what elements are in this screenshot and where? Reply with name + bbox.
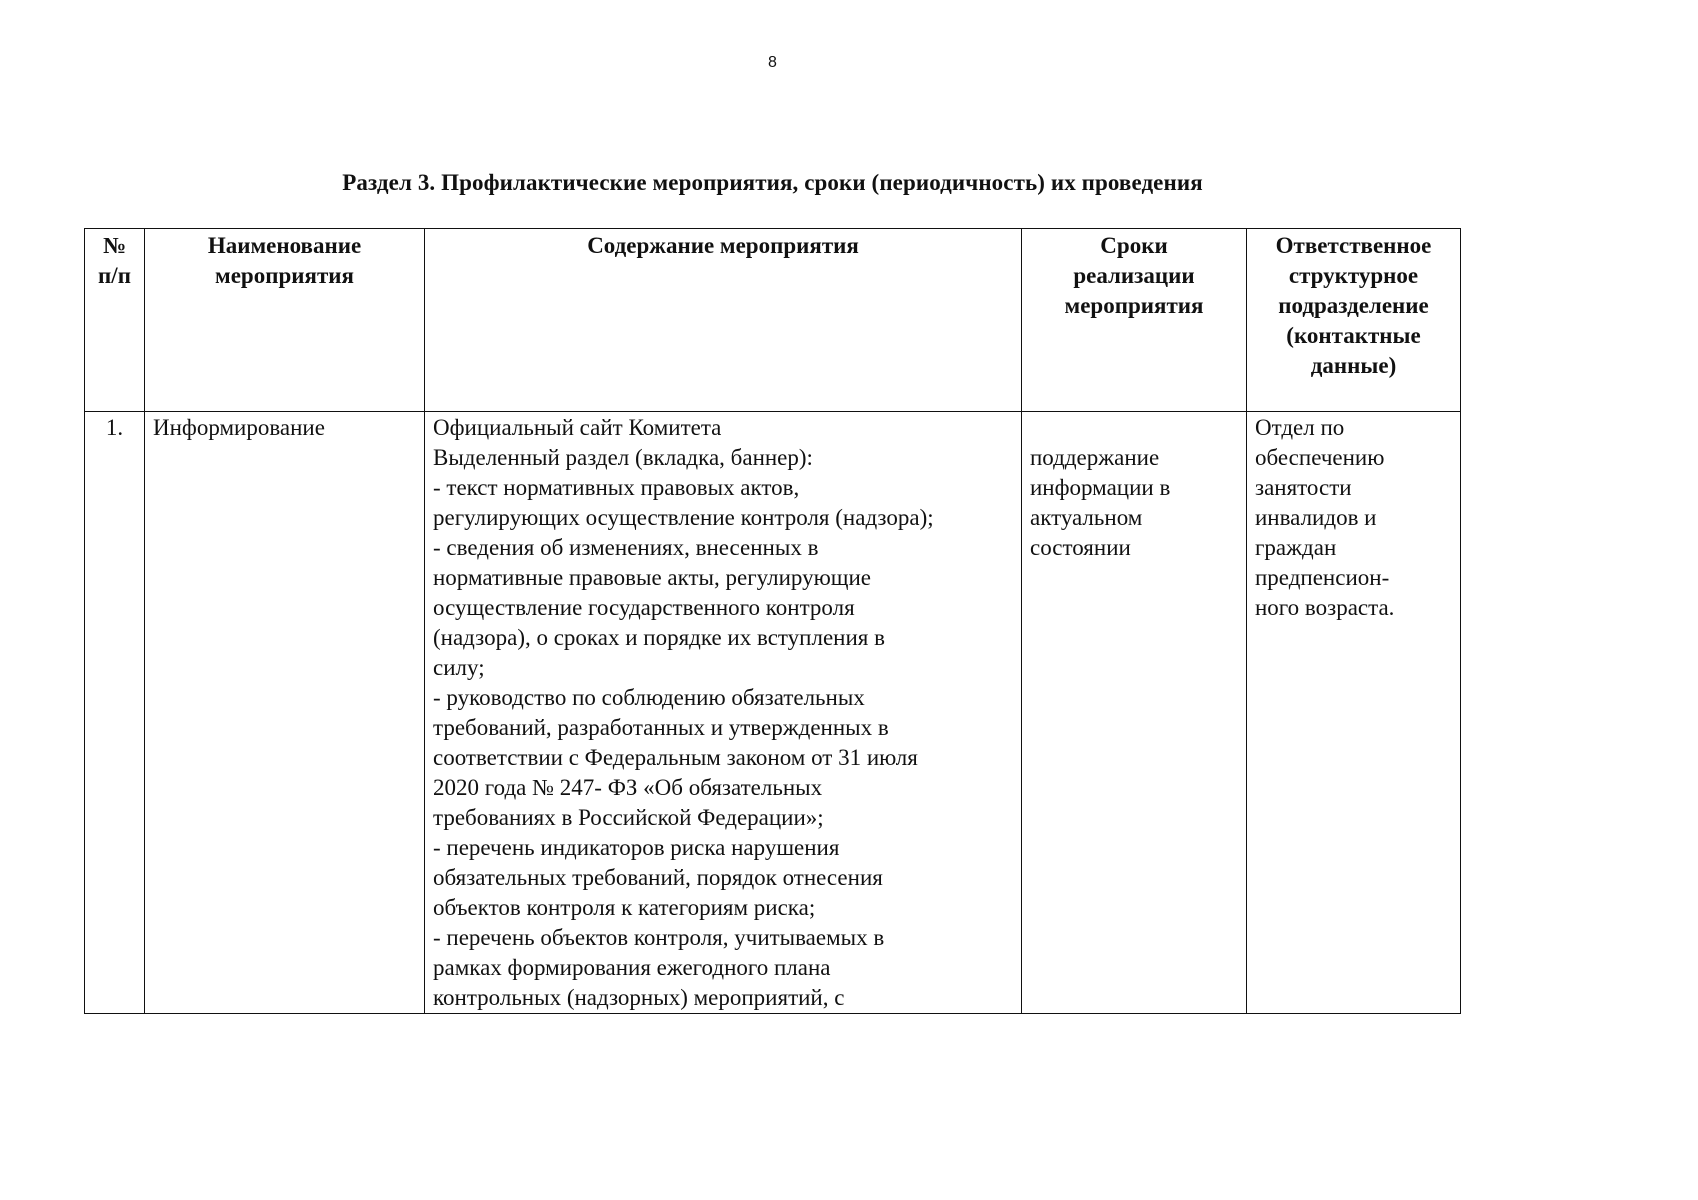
header-terms [1022,229,1247,412]
header-text: Ответственное [1275,233,1432,258]
content-line: требованиях в Российской Федерации»; [433,805,824,830]
content-line: - перечень индикаторов риска нарушения [433,835,840,860]
content-line: - перечень объектов контроля, учитываемых в [433,925,885,950]
cell-name [145,412,425,1014]
table-header-row [85,229,1461,412]
content-line: Выделенный раздел (вкладка, баннер): [433,445,813,470]
content-line: регулирующих осуществление контроля (надзора); [433,505,934,530]
header-text: данные) [1310,353,1397,378]
header-text: Наименование [207,233,362,258]
cell-content [425,412,1022,1014]
header-text: п/п [98,263,131,288]
content-line: рамках формирования ежегодного плана [433,955,831,980]
terms-line: актуальном [1030,505,1143,530]
content-line: нормативные правовые акты, регулирующие [433,565,872,590]
responsible-line: ного возраста. [1255,595,1395,620]
activities-table [84,228,1461,1014]
terms-line: состоянии [1030,535,1131,560]
header-name [145,229,425,412]
cell-responsible [1247,412,1461,1014]
header-text: Содержание мероприятия [587,233,859,258]
content-line: контрольных (надзорных) мероприятий, с [433,985,845,1010]
header-num [85,229,145,412]
header-text: № [102,233,127,258]
content-line: обязательных требований, порядок отнесения [433,865,883,890]
page-number: 8 [768,54,777,71]
header-responsible [1247,229,1461,412]
header-text: мероприятия [1064,293,1204,318]
responsible-line: инвалидов и [1255,505,1377,530]
table-row [85,412,1461,1014]
spacer [1030,413,1238,443]
section-title: Раздел 3. Профилактические мероприятия, сроки (периодичность) их проведения [342,170,1203,195]
row-number: 1. [105,415,124,440]
header-text: реализации [1073,263,1195,288]
header-text: Сроки [1100,233,1168,258]
responsible-line: предпенсион- [1255,565,1390,590]
content-line: - текст нормативных правовых актов, [433,475,800,500]
cell-terms [1022,412,1247,1014]
activity-name: Информирование [153,415,325,440]
content-line: соответствии с Федеральным законом от 31 июля [433,745,918,770]
header-text: подразделение [1278,293,1429,318]
header-content [425,229,1022,412]
content-line: осуществление государственного контроля [433,595,855,620]
terms-line: поддержание [1030,445,1160,470]
header-text: структурное [1288,263,1419,288]
content-line: - сведения об изменениях, внесенных в [433,535,819,560]
responsible-line: граждан [1255,535,1337,560]
responsible-line: Отдел по [1255,415,1345,440]
responsible-line: обеспечению [1255,445,1385,470]
terms-line: информации в [1030,475,1171,500]
responsible-line: занятости [1255,475,1352,500]
content-line: объектов контроля к категориям риска; [433,895,816,920]
content-line: требований, разработанных и утвержденных в [433,715,889,740]
header-text: мероприятия [215,263,354,288]
cell-num [85,412,145,1014]
content-line: 2020 года № 247- ФЗ «Об обязательных [433,775,823,800]
content-line: - руководство по соблюдению обязательных [433,685,865,710]
content-line: (надзора), о сроках и порядке их вступления в [433,625,885,650]
content-line: Официальный сайт Комитета [433,415,722,440]
header-text: (контактные [1286,323,1421,348]
content-line: силу; [433,655,485,680]
